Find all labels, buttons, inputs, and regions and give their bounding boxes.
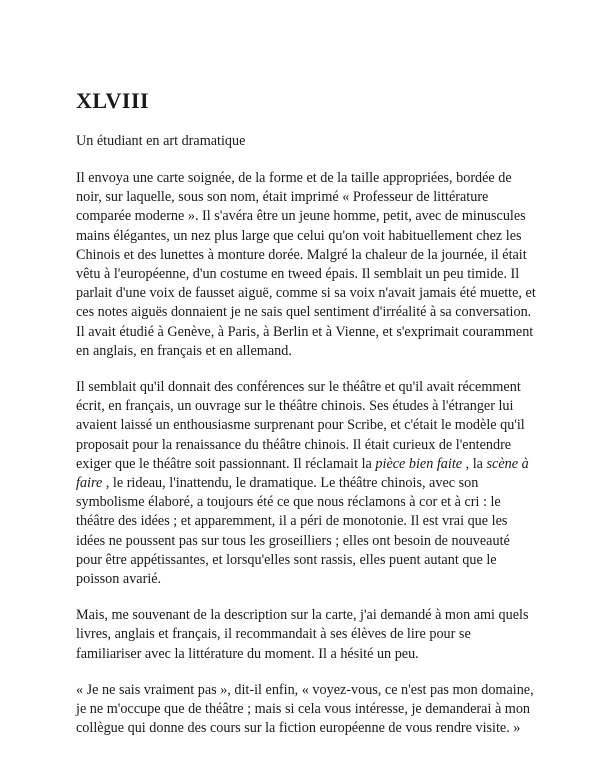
paragraph-3: Mais, me souvenant de la description sur la carte, j'ai demandé à mon ami quels livres, anglais et français, il recommandait à ses élèves de lire pour se familiariser avec la littérature du moment. Il a hésité un peu. [76,607,529,662]
paragraph-2-italic-1: pièce bien faite [375,455,463,472]
paragraph-2-text-c: , le rideau, l'inattendu, le dramatique. Le théâtre chinois, avec son symbolisme élaboré, a toujours été ce que nous réclamons à cor et à cri : le théâtre des idées ; et apparemment, il a péri de monotonie. Il est vrai que les idées ne poussent pas sur tous les groseilliers ; elles ont besoin de nouveauté pour être appétissantes, et lorsqu'elles sont rassis, elles puent autant que le poisson avarié. [76,475,510,588]
paragraph-2-text-b: , la [462,455,487,472]
page-body [76,88,538,755]
paragraph-1: Il envoya une carte soignée, de la forme et de la taille appropriées, bordée de noir, sur laquelle, sous son nom, était imprimé « Professeur de littérature comparée moderne ». Il s'avéra être un jeune homme, petit, avec de minuscules mains élégantes, un nez plus large que celui qu'on voit habituellement chez les Chinois et des lunettes à monture dorée. Malgré la chaleur de la journée, il était vêtu à l'européenne, d'un costume en tweed épais. Il semblait un peu timide. Il parlait d'une voix de fausset aiguë, comme si sa voix n'avait jamais été muette, et ces notes aiguës donnaient je ne sais quel sentiment d'irréalité à sa conversation. Il avait étudié à Genève, à Paris, à Berlin et à Vienne, et s'exprimait couramment en anglais, en français et en allemand. [76,170,536,359]
chapter-number: XLVIII [76,88,150,113]
paragraph-4: « Je ne sais vraiment pas », dit-il enfin, « voyez-vous, ce n'est pas mon domaine, je ne m'occupe que de théâtre ; mais si cela vous intéresse, je demanderai à mon collègue qui donne des cours sur la fiction européenne de vous rendre visite. » [76,681,534,737]
paragraph-2-italic-2: scène à faire [76,455,529,492]
paragraph-2-text-a: Il semblait qu'il donnait des conférences sur le théâtre et qu'il avait récemment écrit, en français, un ouvrage sur le théâtre chinois. Ses études à l'étranger lui avaient laissé un enthousiasme surprenant pour Scribe, et c'était le modèle qu'il proposait pour la renaissance du théâtre chinois. Il était curieux de l'entendre exiger que le théâtre soit passionnant. Il réclamait la [76,379,525,472]
chapter-subtitle: Un étudiant en art dramatique [76,133,246,149]
paragraph-2 [76,378,538,589]
